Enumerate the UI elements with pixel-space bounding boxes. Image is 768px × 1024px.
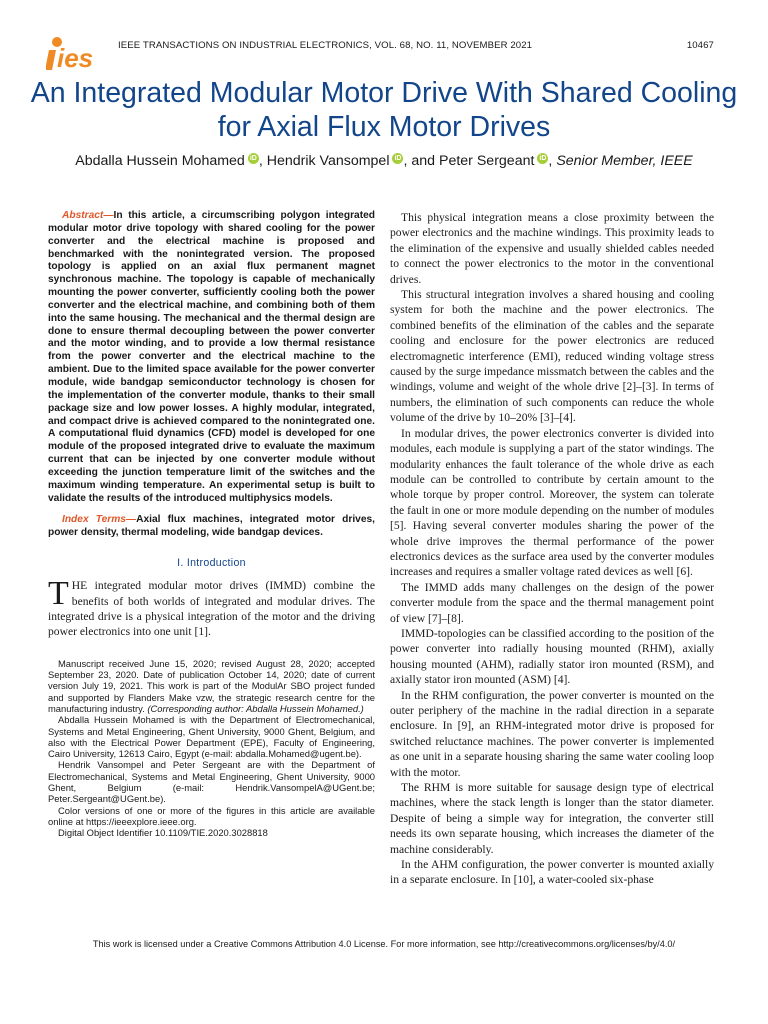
svg-text:ies: ies	[57, 43, 94, 72]
orcid-icon[interactable]: iD	[539, 155, 547, 162]
body-paragraph: In modular drives, the power electronics converter is divided into modules, each module is supplying a part of the stator windings. The modularity enhances the fault tolerance of the whole drive as each module can be controlled to contribute by certain amount to the whole torque by proper control. Moreover, the system can tolerate the fault in one or more module depending on the number of modules [5]. Having several converter modules sharing the power of the whole drive improves the thermal performance of the power electronics devices as the surface area used by the converter modules increases and requires a smaller voltage rated devices as well [6].	[390, 426, 714, 579]
abstract-label: Abstract—	[62, 210, 114, 221]
body-paragraph: The IMMD adds many challenges on the design of the power converter module from the space and the thermal management point of view [7]–[8].	[390, 580, 714, 625]
body-paragraph: The RHM is more suitable for sausage design type of electrical machines, where the stack length is longer than the stator diameter. Despite of being a simple way for integration, the converter still needs its own separate housing, which increases the diameter of the machine considerably.	[390, 781, 714, 856]
section-heading: I. Introduction	[177, 557, 246, 570]
author-name: Abdalla Hussein Mohamed	[75, 153, 245, 169]
footnote-affiliation: Abdalla Hussein Mohamed is with the Department of Electromechanical, Systems and Metal Engineering, Ghent University, 9000 Ghent, Belgium, and also with the Electrical Power Department (EPE), Faculty of Engineering, Cairo University, 12613 Cairo, Egypt (e-mail: abdalla.Mohamed@ugent.be).	[48, 714, 375, 760]
page-number: 10467	[686, 40, 714, 51]
author-line: Abdalla Hussein Mohamed iD , Hendrik Vansompel iD , and Peter Sergeant iD , Senior Member, IEEE	[75, 153, 693, 169]
journal-header: IEEE TRANSACTIONS ON INDUSTRIAL ELECTRONICS, VOL. 68, NO. 11, NOVEMBER 2021	[118, 40, 533, 51]
body-paragraph: In the AHM configuration, the power converter is mounted axially in a separate enclosure. In [10], a water-cooled six-phase	[390, 858, 714, 887]
license-notice: This work is licensed under a Creative Commons Attribution 4.0 License. For more information, see http://creativecommons.org/licenses/by/4.0/	[92, 939, 676, 949]
author-name: Hendrik Vansompel	[266, 153, 390, 169]
footnote-doi: Digital Object Identifier 10.1109/TIE.2020.3028818	[58, 827, 268, 839]
body-paragraph: This structural integration involves a shared housing and cooling system for both the machine and the power electronics. The combined benefits of the elimination of the cables and the separate cooling and enclosure for the power electronics are reduced electromagnetic interference (EMI), reduced winding voltage stress caused by the surge impedance missmatch between the cables and the windings, volume and weight of the whole drive [2]–[3]. In terms of numbers, the elimination of such components can reduce the whole volume of the drive by 10–20% [3]–[4].	[390, 288, 714, 425]
drop-cap: T	[48, 575, 69, 613]
abstract	[48, 210, 375, 505]
ies-logo	[46, 36, 106, 72]
author-name: Peter Sergeant	[438, 153, 535, 169]
body-paragraph: This physical integration means a close proximity between the power electronics and the machine windings. This proximity leads to the elimination of the expensive and usually shielded cables needed to connect the power electronics to the motor in the conventional drives.	[390, 211, 714, 286]
index-terms	[48, 514, 375, 540]
index-terms-text: Axial flux machines, integrated motor drives, power density, thermal modeling, wide bandgap devices.	[48, 514, 375, 539]
orcid-icon[interactable]: iD	[249, 155, 257, 162]
intro-paragraph: THE integrated modular motor drives (IMMD) combine the benefits of both worlds of integrated and modular drives. The integrated drive is a physical integration of the motor and the driving power electronics into one unit [1].	[48, 575, 375, 639]
index-terms-label: Index Terms—	[62, 514, 137, 526]
orcid-icon[interactable]: iD	[394, 155, 402, 162]
footnote-color: Color versions of one or more of the figures in this article are available online at https://ieeexplore.ieee.org.	[48, 804, 375, 827]
right-column	[390, 210, 714, 888]
paper-title: An Integrated Modular Motor Drive With Shared Cooling for Axial Flux Motor Drives	[30, 77, 738, 143]
body-paragraph: IMMD-topologies can be classified according to the position of the power converter into radially housing mounted (RHM), axially housing mounted (AHM), radially stator iron mounted (RSM), and axially stator iron mounted (ASM) [4].	[390, 626, 714, 687]
body-paragraph: In the RHM configuration, the power converter is mounted on the outer periphery of the machine in the radial direction in a separate enclosure. In [9], an RHM-integrated motor drive is proposed for switched reluctance machines. The power converter is implemented as one unit in a separate housing sharing the same water cooling loop with the motor.	[390, 688, 714, 779]
footnote-affiliation: Hendrik Vansompel and Peter Sergeant are with the Department of Electromechanical, Systems and Metal Engineering, Ghent University, 9000 Ghent, Belgium (e-mail: Hendrik.VansompelA@UGent.be; Peter.Sergeant@UGent.be).	[48, 759, 375, 805]
footnote-manuscript: Manuscript received June 15, 2020; revised August 28, 2020; accepted September 23, 2020. Date of publication October 14, 2020; date of current version July 19, 2021. This work is part of the ModulAr SBO project funded and supported by Flanders Make vzw, the strategic research centre for the manufacturing industry. (Corresponding author: Abdalla Hussein Mohamed.)	[48, 657, 375, 714]
footnotes	[48, 658, 375, 839]
author-affiliation: Senior Member, IEEE	[556, 153, 693, 169]
abstract-text: In this article, a circumscribing polygon integrated modular motor drive topology with shared cooling for the power converter and the electrical machine is proposed and benchmarked with the nonintegrated version. The proposed topology is applied on an axial flux permanent magnet synchronous machine. The topology is capable of mechanically mounting the power converter, sufficiently cooling both the power converter and the electrical machine, and combining both of them into the same housing. The mechanical and the thermal design are done to ensure thermal decoupling between the power converter and the motor winding, and to provide a low thermal resistance from the power converter and the electrical machine to the ambient. Due to the limited space available for the power converter module, wide bandgap semiconductor technology is chosen for the implementation of the converter module, thanks to their small package size and low power losses. A highly modular, integrated, and compact drive is achieved compared to the nonintegrated one. A computational fluid dynamics (CFD) model is developed for one module of the proposed integrated drive to evaluate the maximum current that can be injected by one converter module without exceeding the junction temperature limit of the switches and the maximum winding temperature. An experimental setup is built to validate the results of the introduced multiphysics models.	[48, 210, 375, 504]
